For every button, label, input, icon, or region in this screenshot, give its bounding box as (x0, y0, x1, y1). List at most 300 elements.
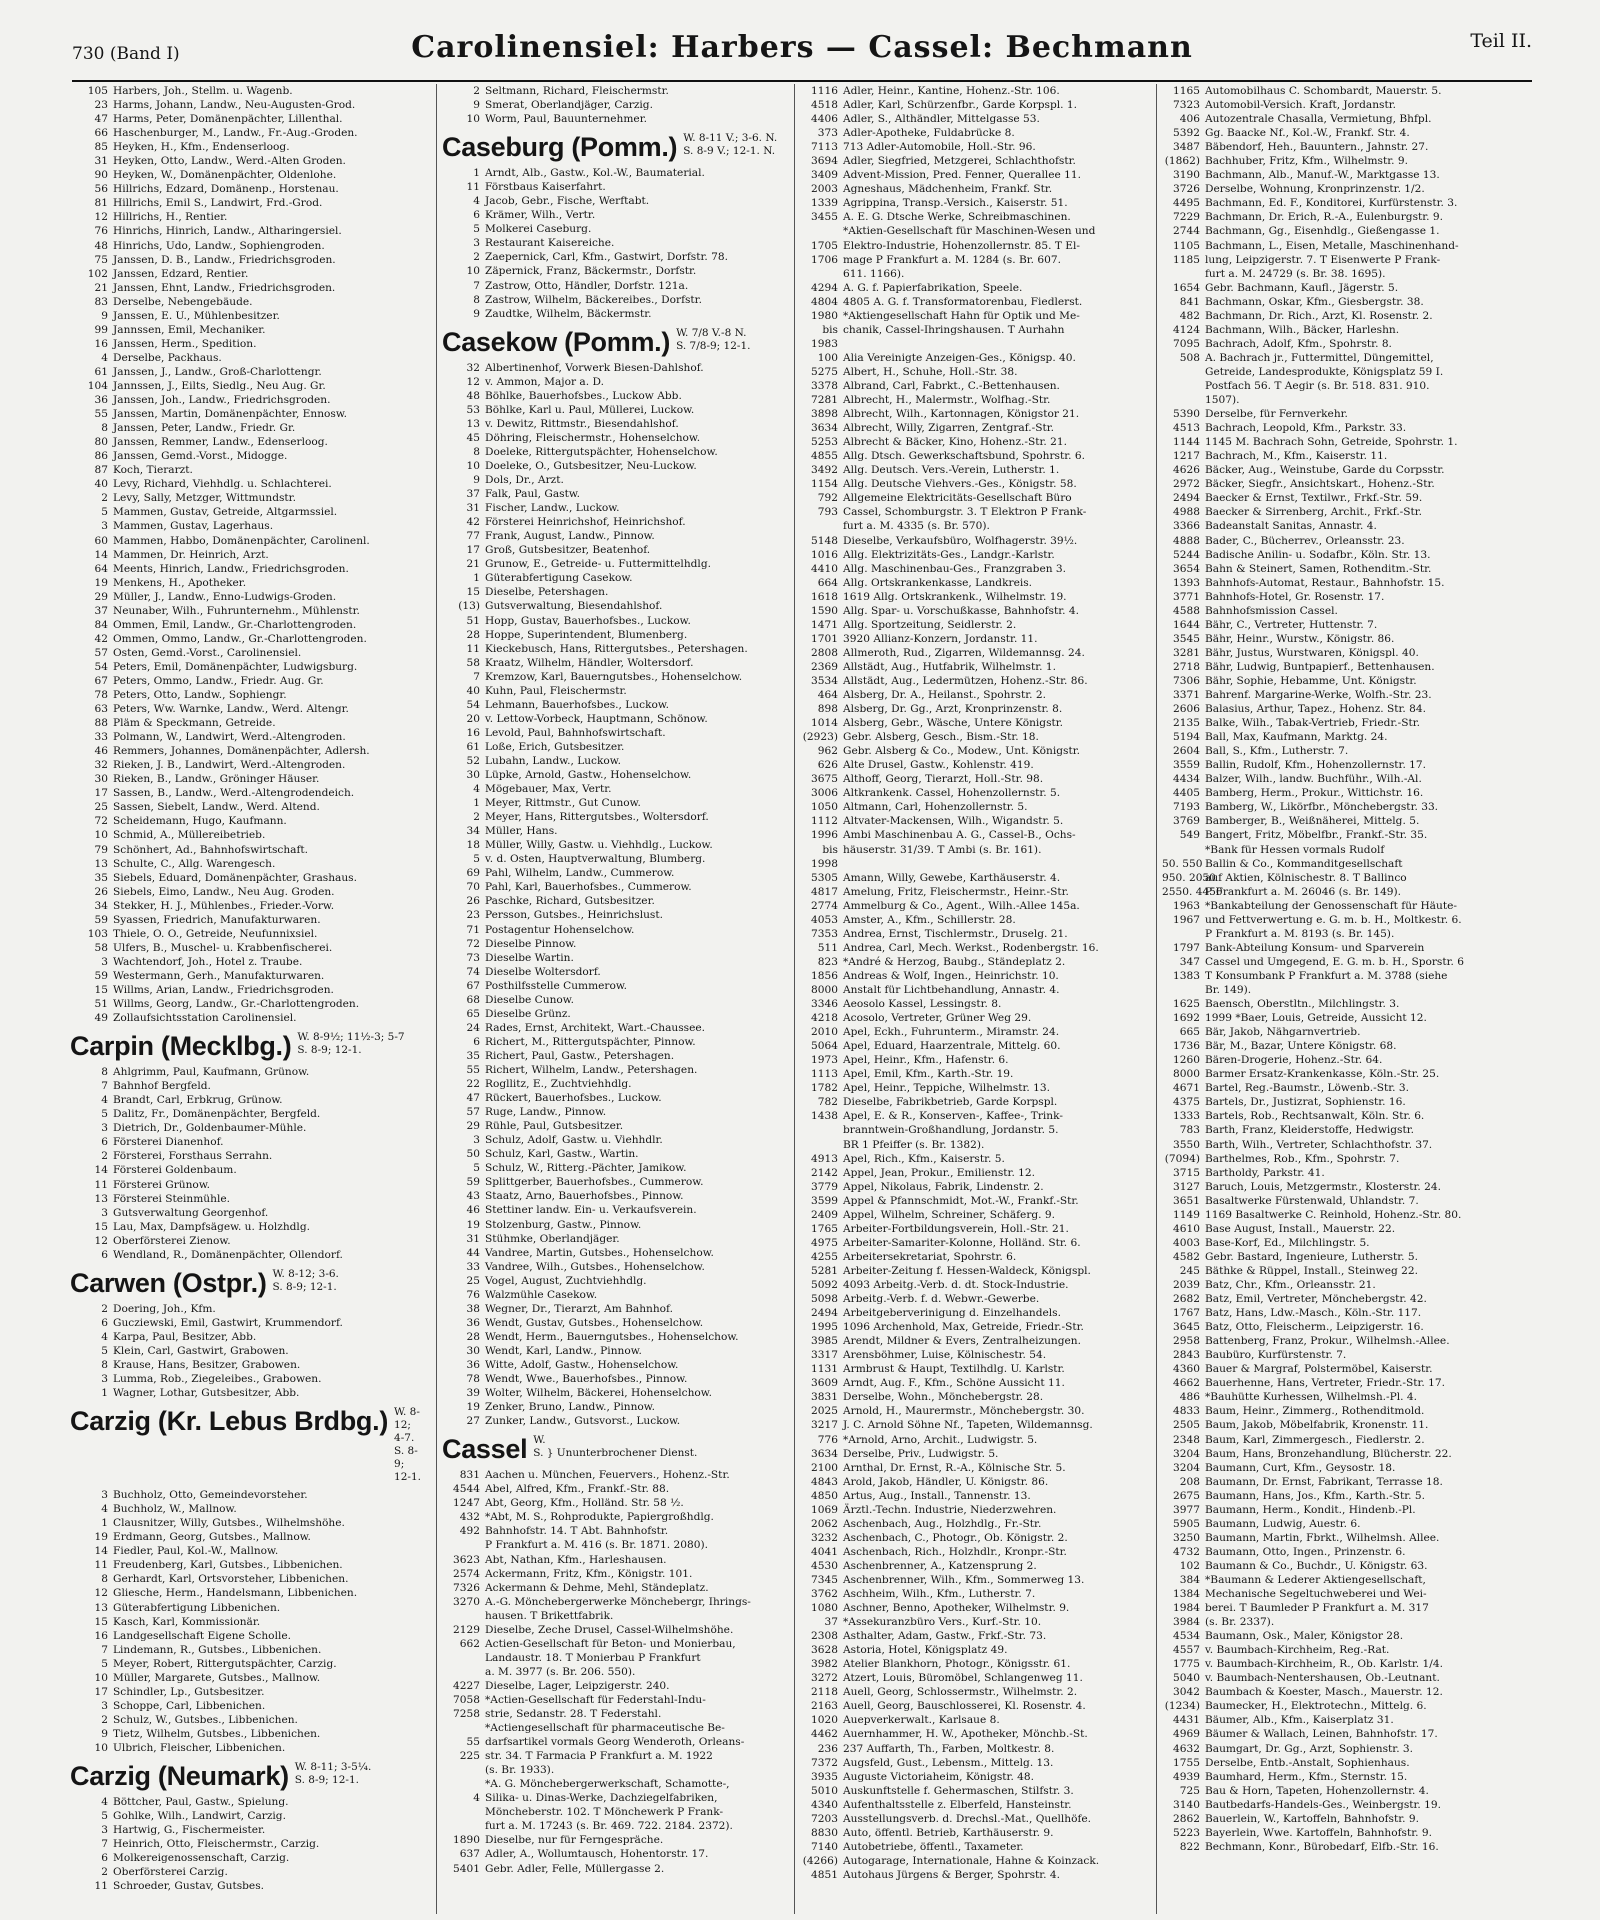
subscriber-text: 1145 M. Bachrach Sohn, Getreide, Spohrstr. 1. (1205, 436, 1458, 449)
phone-number: 2 (101, 1302, 108, 1315)
subscriber-text: Wendt, Gustav, Gutsbes., Hohenselchow. (485, 1316, 704, 1329)
directory-entry (442, 1218, 794, 1232)
directory-entry (1162, 730, 1514, 744)
subscriber-text: Gutsverwaltung Georgenhof. (113, 1206, 269, 1219)
phone-number: 2972 (1173, 478, 1200, 491)
directory-entry (1162, 463, 1514, 477)
phone-number: 373 (817, 127, 838, 140)
phone-number: 3346 (811, 998, 838, 1011)
phone-number: 43 (466, 1190, 480, 1203)
directory-entry (800, 253, 1152, 267)
directory-entry (442, 1805, 794, 1819)
phone-number: (1862) (1164, 155, 1200, 168)
part-label: Teil II. (1470, 30, 1532, 52)
phone-number: 9 (101, 1727, 108, 1740)
directory-entry (800, 1334, 1152, 1348)
subscriber-text: Kieckebusch, Hans, Rittergutsbes., Petershagen. (485, 642, 748, 655)
subscriber-text: Bäbendorf, Heh., Bauuntern., Jahnstr. 27. (1205, 141, 1429, 154)
subscriber-text: Fischer, Landw., Luckow. (485, 502, 620, 515)
phone-number: 103 (87, 927, 108, 940)
directory-entry (800, 1503, 1152, 1517)
subscriber-text: Zaepernick, Carl, Kfm., Gastwirt, Dorfstr. 78. (485, 251, 728, 264)
subscriber-text: Syassen, Friedrich, Manufakturwaren. (113, 913, 321, 926)
directory-entry (70, 210, 422, 224)
phone-number: 42 (466, 516, 480, 529)
directory-entry (800, 828, 1152, 842)
directory-entry (70, 1671, 422, 1685)
phone-number: 2808 (811, 646, 838, 659)
phone-number: 2348 (1173, 1433, 1200, 1446)
directory-entry (800, 1250, 1152, 1264)
directory-entry (70, 140, 422, 154)
subscriber-text: Kraatz, Wilhelm, Händler, Woltersdorf. (485, 656, 694, 669)
phone-number: bis (822, 843, 838, 856)
subscriber-text: a. M. 3977 (s. Br. 206. 550). (485, 1665, 636, 1678)
directory-entry (442, 389, 794, 403)
directory-entry (800, 590, 1152, 604)
directory-entry (70, 1316, 422, 1330)
subscriber-text: Lubahn, Landw., Luckow. (485, 754, 621, 767)
phone-number: 8 (101, 1573, 108, 1586)
phone-number: 4817 (811, 885, 838, 898)
directory-entry (1162, 969, 1514, 983)
phone-number: 2062 (811, 1517, 838, 1530)
subscriber-text: berei. T Baumleder P Frankfurt a. M. 317 (1205, 1602, 1429, 1615)
subscriber-text: v. Lettow-Vorbeck, Hauptmann, Schönow. (485, 712, 708, 725)
phone-number: 34 (466, 825, 480, 838)
phone-number: 36 (466, 1358, 480, 1371)
directory-entry (800, 716, 1152, 730)
phone-number: 511 (817, 941, 838, 954)
phone-number: 4588 (1173, 604, 1200, 617)
phone-number: 4294 (811, 281, 838, 294)
directory-entry (1162, 576, 1514, 590)
subscriber-text: Altkrankenk. Cassel, Hohenzollernstr. 5. (843, 787, 1061, 800)
directory-entry (70, 1685, 422, 1699)
phone-number: 23 (466, 909, 480, 922)
phone-number: 1984 (1173, 1602, 1200, 1615)
phone-number: 3366 (1173, 520, 1200, 533)
subscriber-text: Seltmann, Richard, Fleischermstr. (485, 85, 669, 97)
directory-entry (70, 1809, 422, 1823)
directory-entry (442, 194, 794, 208)
subscriber-text: Ambi Maschinenbau A. G., Cassel-B., Ochs- (843, 829, 1076, 842)
subscriber-text: Batz, Emil, Vertreter, Mönchebergstr. 42. (1205, 1293, 1427, 1306)
phone-number: 84 (94, 618, 108, 631)
phone-number: 66 (94, 127, 108, 140)
phone-number: 4534 (1173, 1630, 1200, 1643)
phone-number: 87 (94, 464, 108, 477)
subscriber-text: Richert, M., Rittergutspächter, Pinnow. (485, 1035, 696, 1048)
directory-entry (800, 379, 1152, 393)
phone-number: 208 (1179, 1475, 1200, 1488)
directory-entry (442, 1386, 794, 1400)
phone-number: 1980 (811, 309, 838, 322)
directory-entry (800, 913, 1152, 927)
subscriber-text: Harms, Johann, Landw., Neu-Augusten-Grod. (113, 99, 356, 112)
directory-entry (800, 1292, 1152, 1306)
directory-entry (442, 98, 794, 112)
subscriber-text: Vandree, Wilh., Gutsbes., Hohenselchow. (485, 1260, 705, 1273)
directory-entry (442, 112, 794, 126)
phone-number: 42 (94, 632, 108, 645)
subscriber-text: Ulbrich, Fleischer, Libbenichen. (113, 1741, 286, 1754)
office-hours: W. S. } Ununterbrochener Dienst. (533, 1434, 698, 1460)
phone-number: 1967 (1173, 913, 1200, 926)
directory-entry (70, 309, 422, 323)
phone-number: 15 (94, 984, 108, 996)
phone-number: 46 (94, 745, 108, 758)
subscriber-text: 1096 Archenhold, Max, Getreide, Friedr.-Str. (843, 1321, 1084, 1334)
phone-number: 1131 (811, 1363, 838, 1376)
phone-number: 5275 (811, 365, 838, 378)
directory-entry (800, 393, 1152, 407)
subscriber-text: Astoria, Hotel, Königsplatz 49. (843, 1644, 1008, 1657)
place-heading (70, 1406, 422, 1484)
subscriber-text: Bachmann, Wilh., Bäcker, Harleshn. (1205, 323, 1400, 336)
directory-entry (442, 1147, 794, 1161)
subscriber-text: Battenberg, Franz, Prokur., Wilhelmsh.-Allee. (1205, 1335, 1450, 1348)
directory-entry (442, 1063, 794, 1077)
subscriber-text: Getreide, Landesprodukte, Königsplatz 59 I. (1205, 365, 1444, 378)
subscriber-text: v. d. Osten, Hauptverwaltung, Blumberg. (485, 853, 706, 866)
subscriber-text: Appel & Pfannschmidt, Mot.-W., Frankf.-Str. (843, 1194, 1079, 1207)
phone-number: 1 (101, 1387, 108, 1400)
subscriber-text: Andrea, Carl, Mech. Werkst., Rodenbergstr. 16. (843, 941, 1099, 954)
directory-entry (1162, 660, 1514, 674)
directory-entry (70, 1234, 422, 1248)
phone-number: 61 (94, 365, 108, 378)
directory-entry (70, 885, 422, 899)
subscriber-text: furt a. M. 4335 (s. Br. 570). (843, 520, 990, 533)
subscriber-text: Doering, Joh., Kfm. (113, 1302, 216, 1315)
directory-entry (442, 768, 794, 782)
subscriber-text: Autohaus Jürgens & Berger, Spohrstr. 4. (843, 1868, 1061, 1881)
subscriber-text: Arbeiter-Samariter-Kolonne, Holländ. Str. 6. (843, 1236, 1081, 1249)
subscriber-text: Allg. Spar- u. Vorschußkasse, Bahnhofstr. 4. (843, 604, 1079, 617)
directory-entry (800, 1095, 1152, 1109)
phone-number: 31 (94, 155, 108, 168)
place-heading (442, 1434, 794, 1464)
subscriber-text: Polmann, W., Landwirt, Werd.-Altengroden. (113, 731, 346, 744)
phone-number: 36 (94, 394, 108, 407)
subscriber-text: Albrecht, H., Malermstr., Wolfhag.-Str. (843, 394, 1051, 407)
subscriber-text: Artus, Aug., Install., Tannenstr. 13. (843, 1489, 1031, 1502)
subscriber-text: Dalitz, Fr., Domänenpächter, Bergfeld. (113, 1108, 321, 1121)
phone-number: 3270 (453, 1595, 480, 1608)
directory-entry (1162, 899, 1514, 913)
directory-entry (1162, 843, 1514, 857)
directory-entry (442, 1651, 794, 1665)
directory-entry (1162, 253, 1514, 267)
subscriber-text: Arnthal, Dr. Ernst, R.-A., Kölnische Str. 5. (843, 1461, 1066, 1474)
phone-number: 6 (101, 1136, 108, 1149)
phone-number: 2 (473, 811, 480, 824)
subscriber-text: Bahnhofstr. 14. T Abt. Bahnhofstr. (485, 1525, 669, 1538)
phone-number: 67 (466, 979, 480, 992)
directory-entry (800, 1798, 1152, 1812)
subscriber-text: Auell, Georg, Bauschlosserei, Kl. Rosenstr. 4. (843, 1700, 1086, 1713)
directory-entry (1162, 562, 1514, 576)
subscriber-text: Bamberg, W., Likörfbr., Mönchebergstr. 33. (1205, 801, 1439, 814)
phone-number: 9 (101, 309, 108, 322)
directory-entry (442, 1819, 794, 1833)
directory-entry (70, 519, 422, 533)
subscriber-text: Advent-Mission, Pred. Fenner, Querallee 11. (843, 169, 1082, 182)
phone-number: 1618 (811, 590, 838, 603)
directory-entry (1162, 1798, 1514, 1812)
phone-number: 2606 (1173, 703, 1200, 716)
phone-number: 2 (473, 85, 480, 97)
directory-entry (800, 562, 1152, 576)
directory-entry (70, 899, 422, 913)
directory-entry (70, 744, 422, 758)
subscriber-text: strie, Sedanstr. 28. T Federstahl. (485, 1708, 662, 1721)
directory-entry (70, 800, 422, 814)
phone-number: 15 (94, 1615, 108, 1628)
phone-number: 16 (466, 726, 480, 739)
directory-entry (442, 1679, 794, 1693)
phone-number: 2163 (811, 1700, 838, 1713)
directory-entry (442, 279, 794, 293)
phone-number: 831 (459, 1469, 480, 1482)
phone-number: 18 (466, 839, 480, 852)
directory-entry (70, 1065, 422, 1079)
directory-entry (442, 1330, 794, 1344)
phone-number: 59 (94, 969, 108, 982)
subscriber-text: Ärztl.-Techn. Industrie, Niederzwehren. (843, 1503, 1057, 1516)
directory-entry (70, 534, 422, 548)
phone-number: 10 (94, 829, 108, 842)
phone-number: 3 (101, 1824, 108, 1837)
subscriber-text: Erdmann, Georg, Gutsbes., Mallnow. (113, 1531, 311, 1544)
subscriber-text: Frank, August, Landw., Pinnow. (485, 530, 655, 543)
subscriber-text: Harms, Peter, Domänenpächter, Lillenthal. (113, 113, 343, 126)
directory-entry (70, 1741, 422, 1755)
phone-number: 1112 (811, 815, 838, 828)
phone-number: 50. 550 (1162, 857, 1203, 870)
directory-entry (800, 1573, 1152, 1587)
directory-entry (800, 1840, 1152, 1854)
phone-number: 1782 (811, 1082, 838, 1095)
directory-entry (1162, 491, 1514, 505)
directory-entry (800, 505, 1152, 519)
directory-entry (70, 1192, 422, 1206)
subscriber-text: Auto, öffentl. Betrieb, Karthäuserstr. 9. (843, 1826, 1054, 1839)
phone-number: 3609 (811, 1377, 838, 1390)
directory-entry (70, 1220, 422, 1234)
subscriber-text: Thiele, O. O., Getreide, Neufunnixsiel. (113, 927, 318, 940)
phone-number: 549 (1179, 829, 1200, 842)
subscriber-text: Baumann, Martin, Fbrkt., Wilhelmsh. Allee. (1205, 1531, 1440, 1544)
subscriber-text: Aschenbach, C., Photogr., Ob. Königstr. 2. (843, 1531, 1068, 1544)
subscriber-text: Auguste Victoriaheim, Königstr. 48. (843, 1770, 1035, 1783)
subscriber-text: Altvater-Mackensen, Wilh., Wigandstr. 5. (843, 815, 1064, 828)
phone-number: 57 (94, 646, 108, 659)
directory-entry (70, 1502, 422, 1516)
place-name: Carzig (Kr. Lebus Brdbg.) (70, 1406, 389, 1437)
directory-entry (800, 576, 1152, 590)
phone-number: 6 (473, 1035, 480, 1048)
directory-entry (1162, 365, 1514, 379)
directory-entry (442, 361, 794, 375)
phone-number: 662 (459, 1637, 480, 1650)
directory-entry (70, 1530, 422, 1544)
subscriber-text: Ulfers, B., Muschel- u. Krabbenfischerei. (113, 941, 333, 954)
phone-number: 15 (94, 1220, 108, 1233)
directory-entry (442, 1400, 794, 1414)
directory-column-3 (800, 84, 1152, 1914)
subscriber-text: Autobetriebe, öffentl., Taxameter. (843, 1840, 1024, 1853)
directory-entry (70, 1586, 422, 1600)
directory-entry (442, 1189, 794, 1203)
directory-entry (1162, 1587, 1514, 1601)
phone-number: 2369 (811, 660, 838, 673)
phone-number: 4610 (1173, 1222, 1200, 1235)
place-heading (442, 132, 794, 162)
directory-entry (800, 702, 1152, 716)
subscriber-text: Schönhert, Ad., Bahnhofswirtschaft. (113, 843, 309, 856)
directory-entry (70, 1386, 422, 1400)
subscriber-text: Bachmann, Oskar, Kfm., Giesbergstr. 38. (1205, 295, 1424, 308)
phone-number: 4218 (811, 1012, 838, 1025)
subscriber-text: Staatz, Arno, Bauerhofsbes., Pinnow. (485, 1190, 684, 1203)
directory-entry (800, 365, 1152, 379)
phone-number: 3409 (811, 169, 838, 182)
directory-entry (442, 1274, 794, 1288)
phone-number: 1393 (1173, 576, 1200, 589)
phone-number: 35 (94, 871, 108, 884)
subscriber-text: Ackermann & Dehme, Mehl, Ständeplatz. (485, 1581, 709, 1594)
directory-entry (442, 557, 794, 571)
directory-entry (442, 908, 794, 922)
phone-number: 21 (94, 281, 108, 294)
phone-number: 37 (94, 604, 108, 617)
directory-entry (442, 1777, 794, 1791)
subscriber-text: Möncheberstr. 102. T Mönchewerk P Frank- (485, 1806, 724, 1819)
subscriber-text: Bahrenf. Margarine-Werke, Wolfh.-Str. 23. (1205, 689, 1432, 702)
directory-entry (70, 814, 422, 828)
phone-number: 508 (1179, 351, 1200, 364)
directory-entry (1162, 1826, 1514, 1840)
phone-number: 4 (473, 1792, 480, 1805)
directory-entry (1162, 688, 1514, 702)
phone-number: 7113 (811, 141, 838, 154)
subscriber-text: Allg. Ortskrankenkasse, Landkreis. (843, 576, 1033, 589)
subscriber-text: Zollaufsichtsstation Carolinensiel. (113, 1012, 297, 1025)
phone-number: 3 (101, 1373, 108, 1386)
subscriber-text: Postfach 56. T Aegir (s. Br. 518. 831. 910. (1205, 379, 1430, 392)
subscriber-text: Jannssen, Emil, Mechaniker. (113, 323, 266, 336)
subscriber-text: Bau & Horn, Tapeten, Hohenzollernstr. 4. (1205, 1784, 1429, 1797)
phone-number: 9 (473, 99, 480, 112)
subscriber-text: Derselbe, Packhaus. (113, 351, 222, 364)
directory-entry (70, 941, 422, 955)
directory-entry (800, 140, 1152, 154)
subscriber-text: Försterei Goldenbaum. (113, 1164, 237, 1177)
phone-number: 5390 (1173, 408, 1200, 421)
phone-number: 1590 (811, 604, 838, 617)
directory-entry (442, 445, 794, 459)
directory-entry (800, 1362, 1152, 1376)
directory-entry (1162, 1615, 1514, 1629)
subscriber-text: Doeleke, O., Gutsbesitzer, Neu-Luckow. (485, 459, 697, 472)
directory-entry (442, 1538, 794, 1552)
subscriber-text: Apel, Eckh., Fuhrunterm., Miramstr. 24. (843, 1026, 1060, 1039)
subscriber-text: Sassen, B., Landw., Werd.-Altengrodendeich. (113, 787, 355, 800)
phone-number: 492 (459, 1525, 480, 1538)
phone-number: 637 (459, 1848, 480, 1861)
phone-number: 5194 (1173, 731, 1200, 744)
phone-number: 5223 (1173, 1826, 1200, 1839)
subscriber-text: Allstädt, Aug., Hutfabrik, Wilhelmstr. 1. (843, 660, 1056, 673)
phone-number: 6 (101, 1852, 108, 1865)
directory-entry (800, 1376, 1152, 1390)
phone-number: 19 (466, 1218, 480, 1231)
subscriber-text: Bachmann, Gg., Eisenhdlg., Gießengasse 1. (1205, 225, 1440, 238)
subscriber-text: Bank-Abteilung Konsum- und Sparverein (1205, 941, 1425, 954)
phone-number: 1983 (811, 337, 838, 350)
phone-number: 1185 (1173, 253, 1200, 266)
phone-number: 3550 (1173, 1138, 1200, 1151)
subscriber-text: Molkerei Caseburg. (485, 223, 592, 236)
subscriber-text: Arold, Jakob, Händler, U. Königstr. 86. (843, 1475, 1049, 1488)
subscriber-text: Meyer, Robert, Rittergutspächter, Carzig. (113, 1657, 337, 1670)
directory-entry (442, 417, 794, 431)
directory-entry (442, 1105, 794, 1119)
directory-entry (70, 239, 422, 253)
subscriber-text: Albert, H., Schuhe, Holl.-Str. 38. (843, 365, 1018, 378)
phone-number: 4557 (1173, 1644, 1200, 1657)
phone-number: 4 (101, 1503, 108, 1516)
directory-entry (442, 1862, 794, 1876)
phone-number: 33 (466, 1260, 480, 1273)
phone-number: 34 (94, 899, 108, 912)
directory-entry (1162, 983, 1514, 997)
subscriber-text: *Bauhütte Kurhessen, Wilhelmsh.-Pl. 4. (1205, 1391, 1417, 1404)
phone-number: 4671 (1173, 1082, 1200, 1095)
directory-entry (800, 126, 1152, 140)
directory-entry (800, 1039, 1152, 1053)
phone-number: 1438 (811, 1110, 838, 1123)
phone-number: 10 (466, 113, 480, 126)
subscriber-text: Paschke, Richard, Gutsbesitzer. (485, 895, 655, 908)
subscriber-text: Gutsverwaltung, Biesendahlshof. (485, 600, 663, 613)
subscriber-text: Bäumer, Alb., Kfm., Kaiserplatz 31. (1205, 1714, 1394, 1727)
subscriber-text: (s. Br. 1933). (485, 1764, 555, 1777)
subscriber-text: Dieselbe Woltersdorf. (485, 965, 601, 978)
subscriber-text: Batz, Chr., Kfm., Orleansstr. 21. (1205, 1278, 1376, 1291)
directory-entry (442, 1344, 794, 1358)
directory-entry (442, 852, 794, 866)
directory-entry (442, 993, 794, 1007)
directory-entry (800, 843, 1152, 857)
directory-entry (442, 1414, 794, 1428)
directory-entry (1162, 295, 1514, 309)
directory-entry (800, 407, 1152, 421)
phone-number: 90 (94, 169, 108, 182)
directory-entry (70, 983, 422, 997)
directory-entry (70, 688, 422, 702)
directory-entry (1162, 814, 1514, 828)
directory-entry (442, 1203, 794, 1217)
subscriber-text: Ackermann, Fritz, Kfm., Königstr. 101. (485, 1567, 693, 1580)
phone-number: 5 (101, 1810, 108, 1823)
subscriber-text: Bachmann, Dr. Rich., Arzt, Kl. Rosenstr. 2. (1205, 309, 1433, 322)
phone-number: 822 (1179, 1840, 1200, 1853)
subscriber-text: Gg. Baacke Nf., Kol.-W., Frankf. Str. 4. (1205, 127, 1410, 140)
subscriber-text: Dieselbe, Verkaufsbüro, Wolfhagerstr. 39½. (843, 534, 1078, 547)
